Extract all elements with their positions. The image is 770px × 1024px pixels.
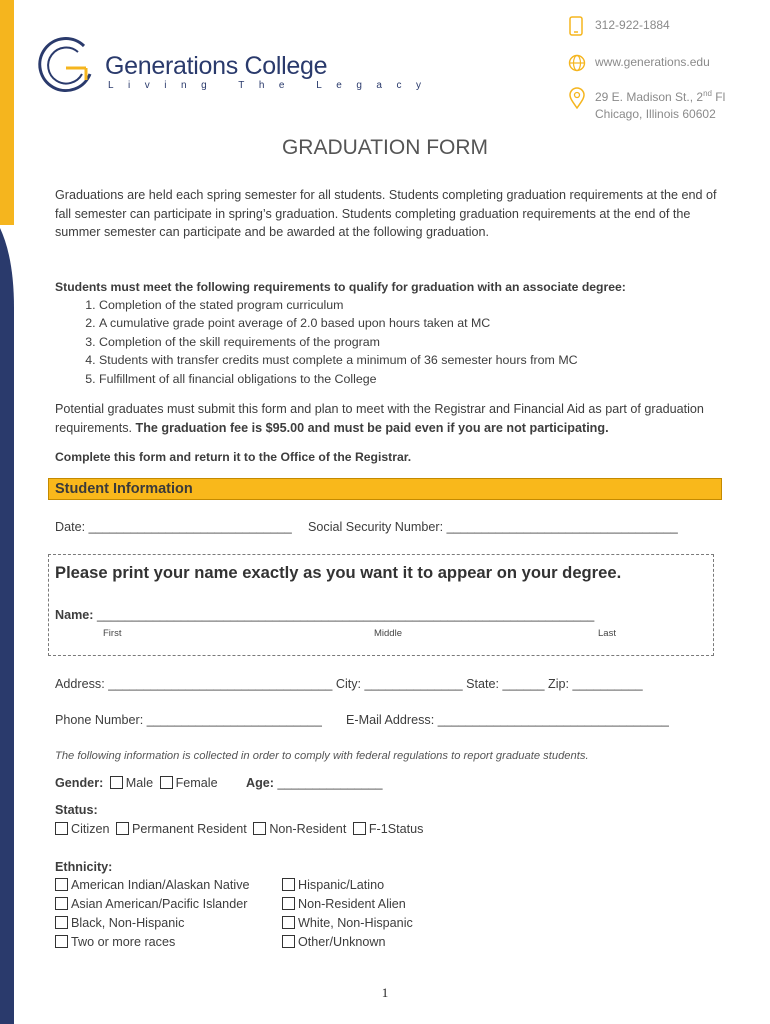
state-label: State: — [466, 677, 503, 691]
contact-website[interactable]: www.generations.edu — [595, 55, 710, 69]
email-field-row — [346, 713, 669, 727]
fee-notice: The graduation fee is $95.00 and must be paid even if you are not participating. — [135, 420, 609, 435]
gender-male-checkbox[interactable] — [110, 776, 123, 789]
status-permanent-resident-checkbox[interactable] — [116, 822, 129, 835]
requirement-item: 2. A cumulative grade point average of 2.0 based upon hours taken at MC — [99, 314, 725, 332]
potential-graduates-paragraph: Potential graduates must submit this form and plan to meet with the Registrar and Financial Aid as part of graduation requirements. The graduation fee is $95.00 and must be paid even if you are not participating. — [55, 402, 704, 435]
requirements-heading: Students must meet the following requirements to qualify for graduation with an associate degree: — [55, 280, 626, 294]
requirement-item: 5. Fulfillment of all financial obligations to the College — [99, 370, 725, 388]
ssn-label: Social Security Number: — [308, 520, 447, 534]
status-options-row — [55, 822, 423, 836]
name-last-caption: Last — [598, 628, 616, 639]
address-label: Address: — [55, 677, 109, 691]
status-non-resident-label: Non-Resident — [269, 822, 347, 836]
ethnicity-option-row — [55, 878, 250, 892]
contact-address-line1: 29 E. Madison St., 2nd Fl — [595, 89, 726, 104]
globe-icon — [568, 54, 586, 72]
status-f1-checkbox[interactable] — [353, 822, 366, 835]
city-field[interactable]: ______________ — [364, 677, 463, 691]
ethnicity-option-row — [282, 916, 413, 930]
city-label: City: — [335, 677, 365, 691]
ethnicity-other-checkbox[interactable] — [282, 935, 295, 948]
gender-label: Gender: — [55, 776, 104, 790]
requirements-list — [55, 296, 725, 388]
side-accent-navy — [0, 228, 14, 1024]
ethnicity-option-row — [282, 878, 384, 892]
status-permanent-resident-label: Permanent Resident — [132, 822, 247, 836]
side-accent-gold — [0, 0, 14, 225]
ssn-field-row — [308, 520, 678, 534]
ethnicity-other-label: Other/Unknown — [298, 935, 386, 949]
college-name: Generations College — [105, 52, 328, 80]
requirement-item: 1. Completion of the stated program curriculum — [99, 296, 725, 314]
date-field[interactable]: _____________________________ — [88, 520, 292, 534]
ethnicity-option-row — [55, 897, 247, 911]
age-field[interactable]: _______________ — [277, 776, 383, 790]
contact-address-line2: Chicago, Illinois 60602 — [595, 107, 716, 121]
address-row — [55, 677, 643, 691]
phone-field-row — [55, 713, 322, 727]
gender-male-label: Male — [125, 776, 154, 790]
phone-number-field[interactable]: _________________________ — [146, 713, 322, 727]
date-label: Date: — [55, 520, 89, 534]
status-citizen-label: Citizen — [71, 822, 110, 836]
ethnicity-two-or-more-checkbox[interactable] — [55, 935, 68, 948]
zip-label: Zip: — [548, 677, 573, 691]
ethnicity-white-label: White, Non-Hispanic — [298, 916, 413, 930]
ethnicity-hispanic-label: Hispanic/Latino — [298, 878, 385, 892]
ethnicity-black-checkbox[interactable] — [55, 916, 68, 929]
complete-instruction: Complete this form and return it to the Office of the Registrar. — [55, 450, 412, 464]
federal-regulations-note: The following information is collected in order to comply with federal regulations to report graduate students. — [55, 750, 589, 762]
gender-female-label: Female — [175, 776, 218, 790]
date-field-row — [55, 520, 292, 534]
status-label: Status: — [55, 803, 98, 817]
ethnicity-black-label: Black, Non-Hispanic — [71, 916, 185, 930]
ethnicity-option-row — [55, 916, 184, 930]
requirement-item: 4. Students with transfer credits must complete a minimum of 36 semester hours from MC — [99, 351, 725, 369]
address-field[interactable]: ________________________________ — [108, 677, 333, 691]
email-field[interactable]: _________________________________ — [437, 713, 669, 727]
age-label: Age: — [246, 776, 274, 790]
name-field-row — [55, 608, 594, 622]
ethnicity-two-or-more-label: Two or more races — [71, 935, 176, 949]
state-field[interactable]: ______ — [502, 677, 545, 691]
gender-row — [55, 776, 218, 790]
status-f1-label: F-1Status — [368, 822, 424, 836]
gender-female-checkbox[interactable] — [160, 776, 173, 789]
ethnicity-american-indian-label: American Indian/Alaskan Native — [71, 878, 250, 892]
ethnicity-option-row — [55, 935, 175, 949]
status-non-resident-checkbox[interactable] — [253, 822, 266, 835]
student-information-header: Student Information — [48, 478, 722, 500]
page-number: 1 — [381, 985, 389, 1000]
name-middle-caption: Middle — [374, 628, 402, 639]
name-field[interactable]: _______________________________________________________________________ — [97, 608, 595, 622]
ethnicity-asian-american-label: Asian American/Pacific Islander — [71, 897, 248, 911]
name-label: Name: — [55, 608, 97, 622]
name-box-title: Please print your name exactly as you want it to appear on your degree. — [55, 563, 622, 582]
phone-icon — [569, 16, 583, 36]
ethnicity-american-indian-checkbox[interactable] — [55, 878, 68, 891]
form-title: GRADUATION FORM — [281, 136, 489, 159]
ethnicity-label: Ethnicity: — [55, 860, 113, 874]
ethnicity-asian-american-checkbox[interactable] — [55, 897, 68, 910]
location-pin-icon — [569, 87, 585, 109]
requirement-item: 3. Completion of the skill requirements of the program — [99, 333, 725, 351]
contact-phone: 312-922-1884 — [595, 18, 670, 32]
ethnicity-hispanic-checkbox[interactable] — [282, 878, 295, 891]
ethnicity-non-resident-alien-checkbox[interactable] — [282, 897, 295, 910]
ethnicity-option-row — [282, 897, 406, 911]
ethnicity-option-row — [282, 935, 386, 949]
name-first-caption: First — [103, 628, 122, 639]
email-label: E-Mail Address: — [346, 713, 438, 727]
zip-field[interactable]: __________ — [572, 677, 643, 691]
ssn-field[interactable]: _________________________________ — [446, 520, 678, 534]
ethnicity-white-checkbox[interactable] — [282, 916, 295, 929]
college-tagline: Living The Legacy — [108, 80, 436, 91]
status-citizen-checkbox[interactable] — [55, 822, 68, 835]
age-row — [246, 776, 383, 790]
phone-number-label: Phone Number: — [55, 713, 147, 727]
college-logo-icon — [36, 36, 96, 96]
ethnicity-non-resident-alien-label: Non-Resident Alien — [298, 897, 406, 911]
intro-paragraph: Graduations are held each spring semester for all students. Students completing graduation requirements at the end of fall semester can participate in spring’s graduation. Students completing graduation requirements at the end of the summer semester can participate and be awarded at the following graduation. — [55, 188, 717, 240]
